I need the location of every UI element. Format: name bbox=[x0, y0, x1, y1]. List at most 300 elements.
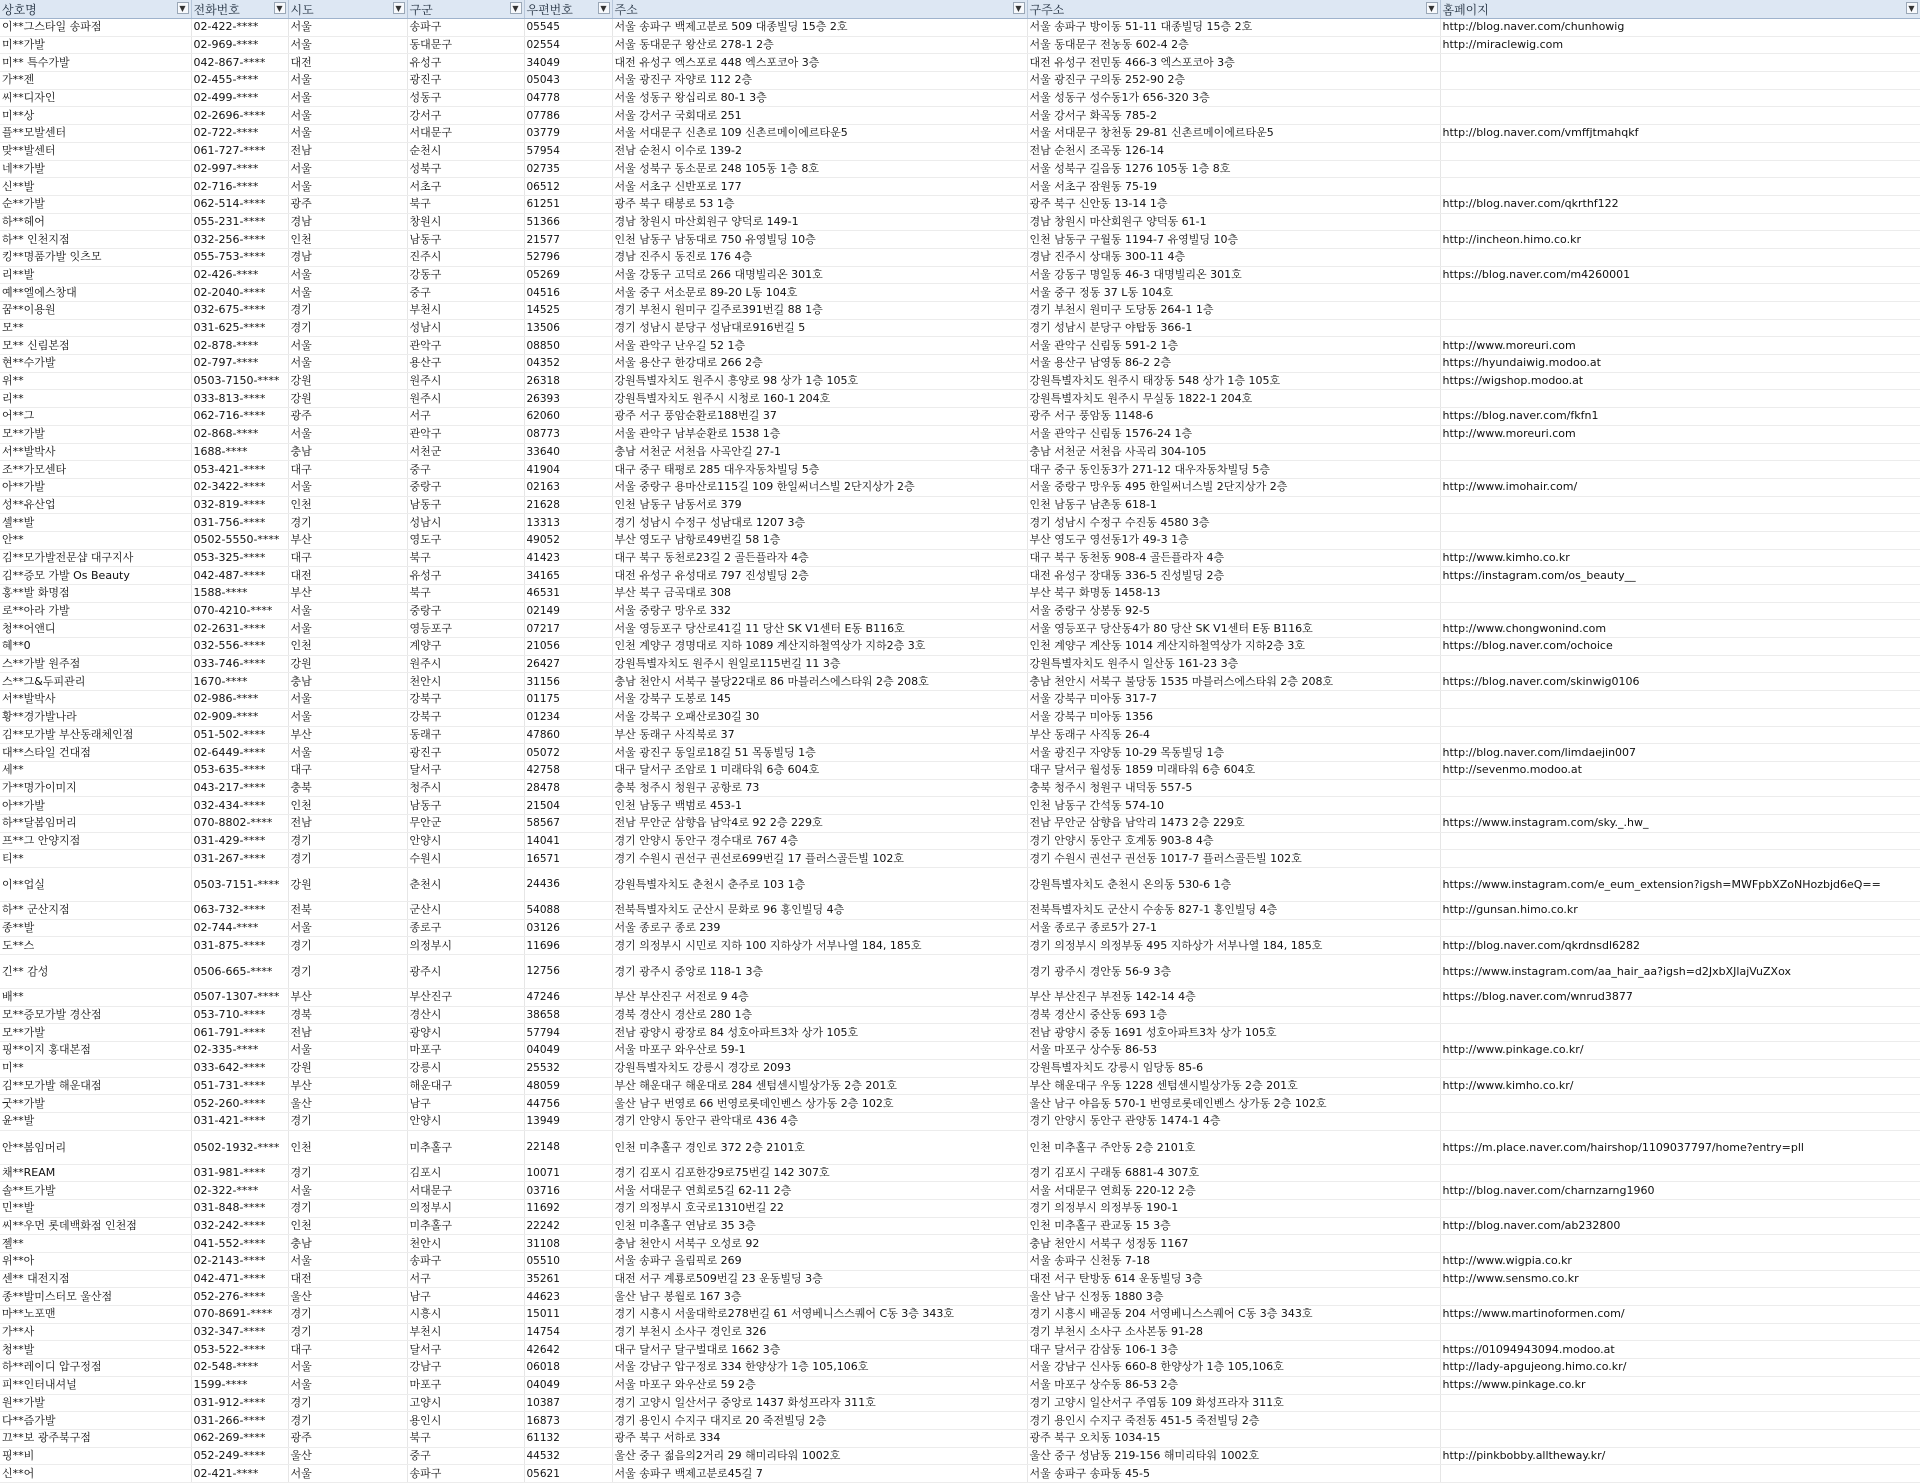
business-name-cell[interactable]: 아**가발 bbox=[0, 797, 191, 815]
business-name-cell[interactable]: 티** bbox=[0, 850, 191, 868]
homepage-cell[interactable] bbox=[1440, 1059, 1920, 1077]
business-name-cell[interactable]: 하**달봄임머리 bbox=[0, 814, 191, 832]
phone-cell[interactable]: 042-867-**** bbox=[191, 54, 288, 72]
business-name-cell[interactable]: 청**발 bbox=[0, 1341, 191, 1359]
province-cell[interactable]: 경기 bbox=[288, 1164, 407, 1182]
district-cell[interactable]: 광진구 bbox=[407, 744, 524, 762]
province-cell[interactable]: 경기 bbox=[288, 955, 407, 989]
postal-code-cell[interactable]: 04049 bbox=[524, 1376, 612, 1394]
business-name-cell[interactable]: 미** 특수가발 bbox=[0, 54, 191, 72]
address-cell[interactable]: 대전 유성구 유성대로 797 진성빌딩 2층 bbox=[612, 567, 1027, 585]
address-cell[interactable]: 서울 서대문구 신촌로 109 신촌르메이에르타운5 bbox=[612, 125, 1027, 143]
homepage-cell[interactable]: https://blog.naver.com/fkfn1 bbox=[1440, 408, 1920, 426]
business-name-cell[interactable]: 모**가발 bbox=[0, 425, 191, 443]
province-cell[interactable]: 인천 bbox=[288, 1130, 407, 1164]
old-address-cell[interactable]: 서울 성북구 길음동 1276 105동 1층 8호 bbox=[1027, 160, 1440, 178]
address-cell[interactable]: 강원특별자치도 원주시 원일로115번길 11 3층 bbox=[612, 655, 1027, 673]
homepage-cell[interactable]: http://www.moreuri.com bbox=[1440, 337, 1920, 355]
old-address-cell[interactable]: 서울 종로구 종로5가 27-1 bbox=[1027, 919, 1440, 937]
province-cell[interactable]: 강원 bbox=[288, 1059, 407, 1077]
phone-cell[interactable]: 062-716-**** bbox=[191, 408, 288, 426]
phone-cell[interactable]: 0502-5550-**** bbox=[191, 531, 288, 549]
old-address-cell[interactable]: 서울 서대문구 연희동 220-12 2층 bbox=[1027, 1182, 1440, 1200]
homepage-cell[interactable]: http://www.pinkage.co.kr/ bbox=[1440, 1042, 1920, 1060]
address-cell[interactable]: 부산 북구 금곡대로 308 bbox=[612, 585, 1027, 603]
province-cell[interactable]: 인천 bbox=[288, 231, 407, 249]
postal-code-cell[interactable]: 62060 bbox=[524, 408, 612, 426]
homepage-cell[interactable]: https://www.instagram.com/sky._.hw_ bbox=[1440, 814, 1920, 832]
phone-cell[interactable]: 02-2143-**** bbox=[191, 1253, 288, 1271]
postal-code-cell[interactable]: 47860 bbox=[524, 726, 612, 744]
address-cell[interactable]: 울산 중구 젊음의2거리 29 해미리타워 1002호 bbox=[612, 1447, 1027, 1465]
district-cell[interactable]: 천안시 bbox=[407, 673, 524, 691]
district-cell[interactable]: 김포시 bbox=[407, 1164, 524, 1182]
business-name-cell[interactable]: 김**증모 가발 Os Beauty bbox=[0, 567, 191, 585]
address-cell[interactable]: 광주 북구 태봉로 53 1층 bbox=[612, 195, 1027, 213]
district-cell[interactable]: 군산시 bbox=[407, 902, 524, 920]
district-cell[interactable]: 광진구 bbox=[407, 72, 524, 90]
phone-cell[interactable]: 031-912-**** bbox=[191, 1394, 288, 1412]
address-cell[interactable]: 부산 부산진구 서전로 9 4층 bbox=[612, 989, 1027, 1007]
address-cell[interactable]: 경기 수원시 권선구 권선로699번길 17 플러스골든빌 102호 bbox=[612, 850, 1027, 868]
old-address-cell[interactable]: 경기 시흥시 배곧동 204 서영베니스스퀘어 C동 3층 343호 bbox=[1027, 1306, 1440, 1324]
old-address-cell[interactable]: 부산 해운대구 우동 1228 센텀센시빌상가동 2층 201호 bbox=[1027, 1077, 1440, 1095]
phone-cell[interactable]: 053-635-**** bbox=[191, 761, 288, 779]
district-cell[interactable]: 송파구 bbox=[407, 1253, 524, 1271]
district-cell[interactable]: 남구 bbox=[407, 1288, 524, 1306]
province-cell[interactable]: 경기 bbox=[288, 850, 407, 868]
business-name-cell[interactable]: 안**봄임머리 bbox=[0, 1130, 191, 1164]
address-cell[interactable]: 전남 무안군 삼향읍 남악4로 92 2층 229호 bbox=[612, 814, 1027, 832]
postal-code-cell[interactable]: 61132 bbox=[524, 1429, 612, 1447]
province-cell[interactable]: 경기 bbox=[288, 1412, 407, 1430]
province-cell[interactable]: 서울 bbox=[288, 691, 407, 709]
postal-code-cell[interactable]: 10071 bbox=[524, 1164, 612, 1182]
province-cell[interactable]: 대구 bbox=[288, 549, 407, 567]
business-name-cell[interactable]: 예**엘에스창대 bbox=[0, 284, 191, 302]
district-cell[interactable]: 북구 bbox=[407, 195, 524, 213]
province-cell[interactable]: 서울 bbox=[288, 744, 407, 762]
district-cell[interactable]: 수원시 bbox=[407, 850, 524, 868]
business-name-cell[interactable]: 세** bbox=[0, 761, 191, 779]
district-cell[interactable]: 강서구 bbox=[407, 107, 524, 125]
district-cell[interactable]: 서대문구 bbox=[407, 1182, 524, 1200]
phone-cell[interactable]: 0503-7151-**** bbox=[191, 868, 288, 902]
address-cell[interactable]: 경남 창원시 마산회원구 양덕로 149-1 bbox=[612, 213, 1027, 231]
province-cell[interactable]: 서울 bbox=[288, 1376, 407, 1394]
homepage-cell[interactable] bbox=[1440, 142, 1920, 160]
homepage-cell[interactable] bbox=[1440, 1429, 1920, 1447]
address-cell[interactable]: 강원특별자치도 원주시 시청로 160-1 204호 bbox=[612, 390, 1027, 408]
old-address-cell[interactable]: 대구 중구 동인동3가 271-12 대우자동차빌딩 5층 bbox=[1027, 461, 1440, 479]
business-name-cell[interactable]: 미**상 bbox=[0, 107, 191, 125]
homepage-cell[interactable] bbox=[1440, 797, 1920, 815]
postal-code-cell[interactable]: 05545 bbox=[524, 19, 612, 37]
postal-code-cell[interactable]: 24436 bbox=[524, 868, 612, 902]
province-cell[interactable]: 부산 bbox=[288, 1077, 407, 1095]
province-cell[interactable]: 강원 bbox=[288, 390, 407, 408]
phone-cell[interactable]: 033-642-**** bbox=[191, 1059, 288, 1077]
province-cell[interactable]: 강원 bbox=[288, 372, 407, 390]
postal-code-cell[interactable]: 26318 bbox=[524, 372, 612, 390]
homepage-cell[interactable] bbox=[1440, 708, 1920, 726]
business-name-cell[interactable]: 젤** bbox=[0, 1235, 191, 1253]
province-cell[interactable]: 경기 bbox=[288, 319, 407, 337]
phone-cell[interactable]: 070-4210-**** bbox=[191, 602, 288, 620]
homepage-cell[interactable] bbox=[1440, 213, 1920, 231]
postal-code-cell[interactable]: 04049 bbox=[524, 1042, 612, 1060]
postal-code-cell[interactable]: 02149 bbox=[524, 602, 612, 620]
phone-cell[interactable]: 0506-665-**** bbox=[191, 955, 288, 989]
business-name-cell[interactable]: 리** bbox=[0, 390, 191, 408]
business-name-cell[interactable]: 마**노포맨 bbox=[0, 1306, 191, 1324]
district-cell[interactable]: 부산진구 bbox=[407, 989, 524, 1007]
phone-cell[interactable]: 032-675-**** bbox=[191, 302, 288, 320]
province-cell[interactable]: 경남 bbox=[288, 213, 407, 231]
address-cell[interactable]: 광주 북구 서하로 334 bbox=[612, 1429, 1027, 1447]
address-cell[interactable]: 충남 천안시 서북구 불당22대로 86 마블러스에스타워 2층 208호 bbox=[612, 673, 1027, 691]
district-cell[interactable]: 강남구 bbox=[407, 1359, 524, 1377]
business-name-cell[interactable]: 끄**보 광주북구점 bbox=[0, 1429, 191, 1447]
postal-code-cell[interactable]: 25532 bbox=[524, 1059, 612, 1077]
address-cell[interactable]: 인천 계양구 경명대로 지하 1089 계산지하철역상가 지하2층 3호 bbox=[612, 638, 1027, 656]
address-cell[interactable]: 서울 중랑구 용마산로115길 109 한일써너스빌 2단지상가 2층 bbox=[612, 478, 1027, 496]
business-name-cell[interactable]: 종**발 bbox=[0, 919, 191, 937]
old-address-cell[interactable]: 강원특별자치도 원주시 일산동 161-23 3층 bbox=[1027, 655, 1440, 673]
province-cell[interactable]: 서울 bbox=[288, 125, 407, 143]
address-cell[interactable]: 경기 안양시 동안구 관악대로 436 4층 bbox=[612, 1112, 1027, 1130]
old-address-cell[interactable]: 서울 마포구 상수동 86-53 bbox=[1027, 1042, 1440, 1060]
address-cell[interactable]: 인천 미추홀구 연남로 35 3층 bbox=[612, 1217, 1027, 1235]
phone-cell[interactable]: 053-421-**** bbox=[191, 461, 288, 479]
old-address-cell[interactable]: 서울 중랑구 망우동 495 한일써너스빌 2단지상가 2층 bbox=[1027, 478, 1440, 496]
phone-cell[interactable]: 061-727-**** bbox=[191, 142, 288, 160]
old-address-cell[interactable]: 광주 북구 오치동 1034-15 bbox=[1027, 1429, 1440, 1447]
district-cell[interactable]: 북구 bbox=[407, 1429, 524, 1447]
business-name-cell[interactable]: 가**사 bbox=[0, 1323, 191, 1341]
old-address-cell[interactable]: 강원특별자치도 원주시 태장동 548 상가 1층 105호 bbox=[1027, 372, 1440, 390]
district-cell[interactable]: 동대문구 bbox=[407, 36, 524, 54]
postal-code-cell[interactable]: 42758 bbox=[524, 761, 612, 779]
business-name-cell[interactable]: 종**발미스터모 울산점 bbox=[0, 1288, 191, 1306]
address-cell[interactable]: 서울 마포구 와우산로 59-1 bbox=[612, 1042, 1027, 1060]
postal-code-cell[interactable]: 05510 bbox=[524, 1253, 612, 1271]
postal-code-cell[interactable]: 21056 bbox=[524, 638, 612, 656]
province-cell[interactable]: 부산 bbox=[288, 989, 407, 1007]
phone-cell[interactable]: 02-716-**** bbox=[191, 178, 288, 196]
phone-cell[interactable]: 033-813-**** bbox=[191, 390, 288, 408]
postal-code-cell[interactable]: 21628 bbox=[524, 496, 612, 514]
district-cell[interactable]: 유성구 bbox=[407, 54, 524, 72]
district-cell[interactable]: 강릉시 bbox=[407, 1059, 524, 1077]
phone-cell[interactable]: 02-3422-**** bbox=[191, 478, 288, 496]
province-cell[interactable]: 경기 bbox=[288, 514, 407, 532]
old-address-cell[interactable]: 서울 송파구 신천동 7-18 bbox=[1027, 1253, 1440, 1271]
postal-code-cell[interactable]: 34165 bbox=[524, 567, 612, 585]
district-cell[interactable]: 원주시 bbox=[407, 372, 524, 390]
province-cell[interactable]: 부산 bbox=[288, 726, 407, 744]
homepage-cell[interactable] bbox=[1440, 779, 1920, 797]
homepage-cell[interactable] bbox=[1440, 319, 1920, 337]
district-cell[interactable]: 해운대구 bbox=[407, 1077, 524, 1095]
phone-cell[interactable]: 063-732-**** bbox=[191, 902, 288, 920]
district-cell[interactable]: 용산구 bbox=[407, 355, 524, 373]
address-cell[interactable]: 서울 성동구 왕십리로 80-1 3층 bbox=[612, 89, 1027, 107]
postal-code-cell[interactable]: 49052 bbox=[524, 531, 612, 549]
homepage-cell[interactable]: http://miraclewig.com bbox=[1440, 36, 1920, 54]
business-name-cell[interactable]: 가**명가이미지 bbox=[0, 779, 191, 797]
phone-cell[interactable]: 1670-**** bbox=[191, 673, 288, 691]
phone-cell[interactable]: 031-625-**** bbox=[191, 319, 288, 337]
old-address-cell[interactable]: 부산 북구 화명동 1458-13 bbox=[1027, 585, 1440, 603]
business-name-cell[interactable]: 모** bbox=[0, 319, 191, 337]
postal-code-cell[interactable]: 57954 bbox=[524, 142, 612, 160]
phone-cell[interactable]: 02-426-**** bbox=[191, 266, 288, 284]
province-cell[interactable]: 광주 bbox=[288, 1429, 407, 1447]
address-cell[interactable]: 경기 용인시 수지구 대지로 20 죽전빌딩 2층 bbox=[612, 1412, 1027, 1430]
business-name-cell[interactable]: 하**헤어 bbox=[0, 213, 191, 231]
old-address-cell[interactable]: 서울 관악구 신림동 1576-24 1층 bbox=[1027, 425, 1440, 443]
phone-cell[interactable]: 051-731-**** bbox=[191, 1077, 288, 1095]
district-cell[interactable]: 천안시 bbox=[407, 1235, 524, 1253]
province-cell[interactable]: 서울 bbox=[288, 1359, 407, 1377]
business-name-cell[interactable]: 미**가발 bbox=[0, 36, 191, 54]
homepage-cell[interactable]: http://blog.naver.com/qkrthf122 bbox=[1440, 195, 1920, 213]
homepage-cell[interactable]: https://www.instagram.com/aa_hair_aa?igsh=d2JxbXJlajVuZXox bbox=[1440, 955, 1920, 989]
homepage-cell[interactable]: https://m.place.naver.com/hairshop/1109037797/home?entry=pll bbox=[1440, 1130, 1920, 1164]
district-cell[interactable]: 서구 bbox=[407, 1270, 524, 1288]
address-cell[interactable]: 서울 종로구 종로 239 bbox=[612, 919, 1027, 937]
phone-cell[interactable]: 02-868-**** bbox=[191, 425, 288, 443]
homepage-cell[interactable]: http://www.imohair.com/ bbox=[1440, 478, 1920, 496]
postal-code-cell[interactable]: 05043 bbox=[524, 72, 612, 90]
province-cell[interactable]: 경기 bbox=[288, 832, 407, 850]
district-cell[interactable]: 광양시 bbox=[407, 1024, 524, 1042]
phone-cell[interactable]: 02-986-**** bbox=[191, 691, 288, 709]
province-cell[interactable]: 서울 bbox=[288, 107, 407, 125]
homepage-cell[interactable]: http://www.kimho.co.kr bbox=[1440, 549, 1920, 567]
postal-code-cell[interactable]: 11696 bbox=[524, 937, 612, 955]
phone-cell[interactable]: 032-434-**** bbox=[191, 797, 288, 815]
postal-code-cell[interactable]: 41904 bbox=[524, 461, 612, 479]
postal-code-cell[interactable]: 13949 bbox=[524, 1112, 612, 1130]
address-cell[interactable]: 광주 서구 풍암순환로188번길 37 bbox=[612, 408, 1027, 426]
homepage-cell[interactable]: https://instagram.com/os_beauty__ bbox=[1440, 567, 1920, 585]
phone-cell[interactable]: 02-797-**** bbox=[191, 355, 288, 373]
province-cell[interactable]: 서울 bbox=[288, 160, 407, 178]
phone-cell[interactable]: 031-429-**** bbox=[191, 832, 288, 850]
old-address-cell[interactable]: 부산 동래구 사직동 26-4 bbox=[1027, 726, 1440, 744]
filter-dropdown-icon[interactable]: ▼ bbox=[1906, 2, 1918, 14]
homepage-cell[interactable] bbox=[1440, 1323, 1920, 1341]
homepage-cell[interactable] bbox=[1440, 72, 1920, 90]
province-cell[interactable]: 서울 bbox=[288, 355, 407, 373]
phone-cell[interactable]: 032-556-**** bbox=[191, 638, 288, 656]
old-address-cell[interactable]: 서울 강동구 명일동 46-3 대명빌리온 301호 bbox=[1027, 266, 1440, 284]
homepage-cell[interactable]: http://blog.naver.com/vmffjtmahqkf bbox=[1440, 125, 1920, 143]
province-cell[interactable]: 전남 bbox=[288, 1024, 407, 1042]
old-address-cell[interactable]: 서울 성동구 성수동1가 656-320 3층 bbox=[1027, 89, 1440, 107]
old-address-cell[interactable]: 강원특별자치도 강릉시 임당동 85-6 bbox=[1027, 1059, 1440, 1077]
business-name-cell[interactable]: 맞**발센터 bbox=[0, 142, 191, 160]
phone-cell[interactable]: 031-266-**** bbox=[191, 1412, 288, 1430]
postal-code-cell[interactable]: 16571 bbox=[524, 850, 612, 868]
postal-code-cell[interactable]: 05269 bbox=[524, 266, 612, 284]
old-address-cell[interactable]: 경기 안양시 동안구 호계동 903-8 4층 bbox=[1027, 832, 1440, 850]
province-cell[interactable]: 서울 bbox=[288, 919, 407, 937]
phone-cell[interactable]: 051-502-**** bbox=[191, 726, 288, 744]
address-cell[interactable]: 충남 서천군 서천읍 사곡안길 27-1 bbox=[612, 443, 1027, 461]
province-cell[interactable]: 서울 bbox=[288, 19, 407, 37]
district-cell[interactable]: 미추홀구 bbox=[407, 1217, 524, 1235]
filter-dropdown-icon[interactable]: ▼ bbox=[274, 2, 286, 14]
old-address-cell[interactable]: 서울 마포구 상수동 86-53 2층 bbox=[1027, 1376, 1440, 1394]
old-address-cell[interactable]: 울산 남구 야음동 570-1 번영로롯데인벤스 상가동 2층 102호 bbox=[1027, 1095, 1440, 1113]
old-address-cell[interactable]: 경기 김포시 구래동 6881-4 307호 bbox=[1027, 1164, 1440, 1182]
phone-cell[interactable]: 042-471-**** bbox=[191, 1270, 288, 1288]
postal-code-cell[interactable]: 52796 bbox=[524, 248, 612, 266]
phone-cell[interactable]: 032-242-**** bbox=[191, 1217, 288, 1235]
old-address-cell[interactable]: 부산 부산진구 부전동 142-14 4층 bbox=[1027, 989, 1440, 1007]
postal-code-cell[interactable]: 08773 bbox=[524, 425, 612, 443]
postal-code-cell[interactable]: 46531 bbox=[524, 585, 612, 603]
business-name-cell[interactable]: 성**유산업 bbox=[0, 496, 191, 514]
homepage-cell[interactable] bbox=[1440, 248, 1920, 266]
district-cell[interactable]: 안양시 bbox=[407, 832, 524, 850]
filter-dropdown-icon[interactable]: ▼ bbox=[393, 2, 405, 14]
homepage-cell[interactable] bbox=[1440, 89, 1920, 107]
old-address-cell[interactable]: 충남 천안시 서북구 불당동 1535 마블러스에스타워 2층 208호 bbox=[1027, 673, 1440, 691]
postal-code-cell[interactable]: 34049 bbox=[524, 54, 612, 72]
business-name-cell[interactable]: 배** bbox=[0, 989, 191, 1007]
postal-code-cell[interactable]: 05621 bbox=[524, 1465, 612, 1483]
address-cell[interactable]: 인천 미추홀구 경인로 372 2층 2101호 bbox=[612, 1130, 1027, 1164]
postal-code-cell[interactable]: 47246 bbox=[524, 989, 612, 1007]
postal-code-cell[interactable]: 07217 bbox=[524, 620, 612, 638]
district-cell[interactable]: 성동구 bbox=[407, 89, 524, 107]
phone-cell[interactable]: 0507-1307-**** bbox=[191, 989, 288, 1007]
district-cell[interactable]: 동래구 bbox=[407, 726, 524, 744]
address-cell[interactable]: 서울 중랑구 망우로 332 bbox=[612, 602, 1027, 620]
address-cell[interactable]: 대구 달서구 달구벌대로 1662 3층 bbox=[612, 1341, 1027, 1359]
district-cell[interactable]: 서구 bbox=[407, 408, 524, 426]
postal-code-cell[interactable]: 14754 bbox=[524, 1323, 612, 1341]
phone-cell[interactable]: 0503-7150-**** bbox=[191, 372, 288, 390]
district-cell[interactable]: 중구 bbox=[407, 1447, 524, 1465]
business-name-cell[interactable]: 스**가발 원주점 bbox=[0, 655, 191, 673]
address-cell[interactable]: 부산 해운대구 해운대로 284 센텀센시빌상가동 2층 201호 bbox=[612, 1077, 1027, 1095]
homepage-cell[interactable] bbox=[1440, 531, 1920, 549]
old-address-cell[interactable]: 충남 서천군 서천읍 사곡리 304-105 bbox=[1027, 443, 1440, 461]
homepage-cell[interactable]: https://01094943094.modoo.at bbox=[1440, 1341, 1920, 1359]
business-name-cell[interactable]: 안** bbox=[0, 531, 191, 549]
old-address-cell[interactable]: 서울 송파구 송파동 45-5 bbox=[1027, 1465, 1440, 1483]
district-cell[interactable]: 성남시 bbox=[407, 514, 524, 532]
business-name-cell[interactable]: 윤**발 bbox=[0, 1112, 191, 1130]
province-cell[interactable]: 경기 bbox=[288, 1199, 407, 1217]
old-address-cell[interactable]: 서울 서대문구 창천동 29-81 신촌르메이에르타운5 bbox=[1027, 125, 1440, 143]
homepage-cell[interactable] bbox=[1440, 1412, 1920, 1430]
district-cell[interactable]: 부천시 bbox=[407, 302, 524, 320]
district-cell[interactable]: 관악구 bbox=[407, 337, 524, 355]
postal-code-cell[interactable]: 51366 bbox=[524, 213, 612, 231]
district-cell[interactable]: 서초구 bbox=[407, 178, 524, 196]
postal-code-cell[interactable]: 14041 bbox=[524, 832, 612, 850]
business-name-cell[interactable]: 셀**발 bbox=[0, 514, 191, 532]
postal-code-cell[interactable]: 31156 bbox=[524, 673, 612, 691]
province-cell[interactable]: 경기 bbox=[288, 1306, 407, 1324]
postal-code-cell[interactable]: 26393 bbox=[524, 390, 612, 408]
phone-cell[interactable]: 031-756-**** bbox=[191, 514, 288, 532]
homepage-cell[interactable] bbox=[1440, 1095, 1920, 1113]
address-cell[interactable]: 전북특별자치도 군산시 문화로 96 홍인빌딩 4층 bbox=[612, 902, 1027, 920]
district-cell[interactable]: 남동구 bbox=[407, 496, 524, 514]
postal-code-cell[interactable]: 01175 bbox=[524, 691, 612, 709]
district-cell[interactable]: 중랑구 bbox=[407, 602, 524, 620]
old-address-cell[interactable]: 충북 청주시 청원구 내덕동 557-5 bbox=[1027, 779, 1440, 797]
province-cell[interactable]: 대구 bbox=[288, 761, 407, 779]
homepage-cell[interactable] bbox=[1440, 585, 1920, 603]
province-cell[interactable]: 서울 bbox=[288, 178, 407, 196]
district-cell[interactable]: 성북구 bbox=[407, 160, 524, 178]
province-cell[interactable]: 강원 bbox=[288, 655, 407, 673]
address-cell[interactable]: 강원특별자치도 원주시 흥양로 98 상가 1층 105호 bbox=[612, 372, 1027, 390]
postal-code-cell[interactable]: 03779 bbox=[524, 125, 612, 143]
old-address-cell[interactable]: 대구 달서구 월성동 1859 미래타워 6층 604호 bbox=[1027, 761, 1440, 779]
address-cell[interactable]: 경기 광주시 중앙로 118-1 3층 bbox=[612, 955, 1027, 989]
old-address-cell[interactable]: 전북특별자치도 군산시 수송동 827-1 홍인빌딩 4층 bbox=[1027, 902, 1440, 920]
phone-cell[interactable]: 1599-**** bbox=[191, 1376, 288, 1394]
province-cell[interactable]: 광주 bbox=[288, 408, 407, 426]
business-name-cell[interactable]: 센** 대전지점 bbox=[0, 1270, 191, 1288]
province-cell[interactable]: 인천 bbox=[288, 496, 407, 514]
phone-cell[interactable]: 062-514-**** bbox=[191, 195, 288, 213]
district-cell[interactable]: 원주시 bbox=[407, 390, 524, 408]
address-cell[interactable]: 경기 부천시 원미구 길주로391번길 88 1층 bbox=[612, 302, 1027, 320]
business-name-cell[interactable]: 위** bbox=[0, 372, 191, 390]
province-cell[interactable]: 서울 bbox=[288, 708, 407, 726]
address-cell[interactable]: 서울 송파구 백제고분로 509 대종빌딩 15층 2호 bbox=[612, 19, 1027, 37]
homepage-cell[interactable]: http://sevenmo.modoo.at bbox=[1440, 761, 1920, 779]
district-cell[interactable]: 창원시 bbox=[407, 213, 524, 231]
address-cell[interactable]: 전남 순천시 이수로 139-2 bbox=[612, 142, 1027, 160]
phone-cell[interactable]: 02-335-**** bbox=[191, 1042, 288, 1060]
phone-cell[interactable]: 061-791-**** bbox=[191, 1024, 288, 1042]
province-cell[interactable]: 서울 bbox=[288, 72, 407, 90]
homepage-cell[interactable]: https://www.martinoformen.com/ bbox=[1440, 1306, 1920, 1324]
phone-cell[interactable]: 02-421-**** bbox=[191, 1465, 288, 1483]
business-name-cell[interactable]: 프**그 안양지점 bbox=[0, 832, 191, 850]
address-cell[interactable]: 인천 남동구 남동대로 750 유영빌딩 10층 bbox=[612, 231, 1027, 249]
postal-code-cell[interactable]: 01234 bbox=[524, 708, 612, 726]
business-name-cell[interactable]: 채**REAM bbox=[0, 1164, 191, 1182]
province-cell[interactable]: 서울 bbox=[288, 89, 407, 107]
address-cell[interactable]: 서울 광진구 동일로18길 51 목동빌딩 1층 bbox=[612, 744, 1027, 762]
homepage-cell[interactable] bbox=[1440, 496, 1920, 514]
business-name-cell[interactable]: 대**스타일 건대점 bbox=[0, 744, 191, 762]
province-cell[interactable]: 부산 bbox=[288, 531, 407, 549]
business-name-cell[interactable]: 이**그스타일 송파점 bbox=[0, 19, 191, 37]
postal-code-cell[interactable]: 44756 bbox=[524, 1095, 612, 1113]
business-name-cell[interactable]: 김**모가발 부산동래체인점 bbox=[0, 726, 191, 744]
old-address-cell[interactable]: 서울 동대문구 전농동 602-4 2층 bbox=[1027, 36, 1440, 54]
homepage-cell[interactable]: https://blog.naver.com/ochoice bbox=[1440, 638, 1920, 656]
postal-code-cell[interactable]: 12756 bbox=[524, 955, 612, 989]
address-cell[interactable]: 서울 송파구 백제고분로45길 7 bbox=[612, 1465, 1027, 1483]
province-cell[interactable]: 대구 bbox=[288, 461, 407, 479]
address-cell[interactable]: 서울 중구 서소문로 89-20 L동 104호 bbox=[612, 284, 1027, 302]
address-cell[interactable]: 경기 성남시 분당구 성남대로916번길 5 bbox=[612, 319, 1027, 337]
